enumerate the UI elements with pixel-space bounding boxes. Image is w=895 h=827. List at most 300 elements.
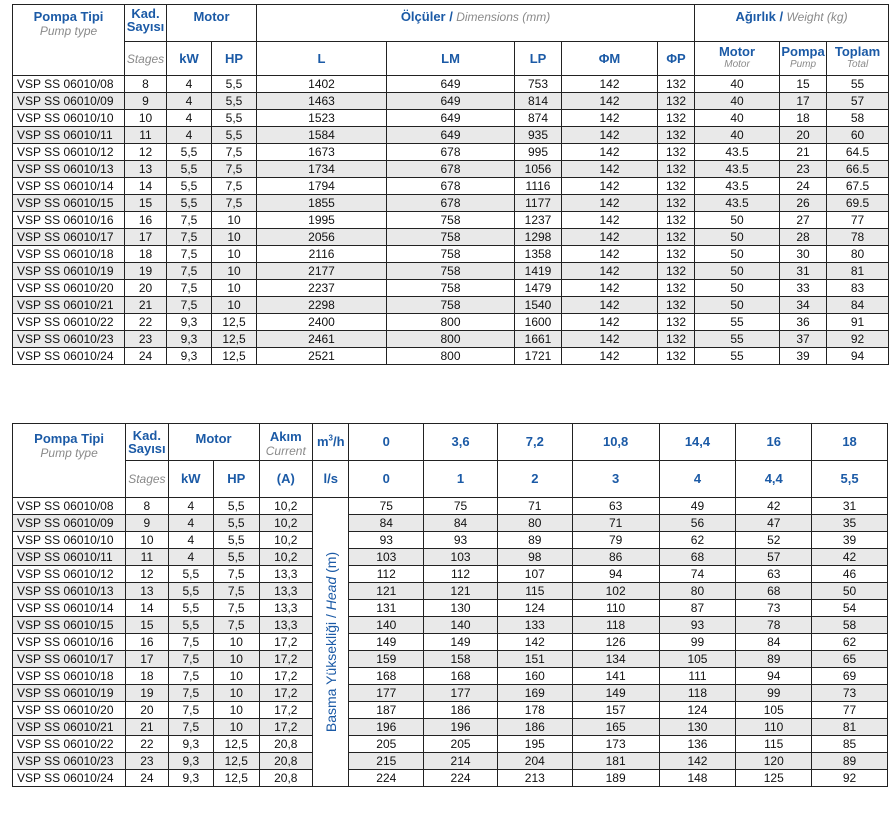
current-en: Current — [265, 444, 306, 458]
head-5-cell: 105 — [736, 702, 812, 719]
model-cell: VSP SS 06010/17 — [13, 651, 126, 668]
current-header — [259, 424, 313, 461]
head-6-cell: 62 — [812, 634, 888, 651]
table-row — [13, 668, 888, 685]
lm-cell: 800 — [387, 331, 515, 348]
l-cell: 2237 — [257, 280, 387, 297]
weight-header — [695, 5, 889, 42]
head-2-cell: 169 — [497, 685, 572, 702]
kw-cell: 9,3 — [168, 736, 213, 753]
l-cell: 1584 — [257, 127, 387, 144]
model-cell: VSP SS 06010/23 — [13, 753, 126, 770]
stages-cell: 15 — [126, 617, 168, 634]
kw-cell: 5,5 — [168, 583, 213, 600]
kw-cell: 4 — [168, 549, 213, 566]
stages-cell: 15 — [125, 195, 167, 212]
model-cell: VSP SS 06010/16 — [13, 212, 125, 229]
l-cell: 2400 — [257, 314, 387, 331]
current-cell: 10,2 — [259, 532, 313, 549]
kw-cell: 9,3 — [167, 331, 212, 348]
kw-cell: 4 — [167, 110, 212, 127]
stages-cell: 10 — [126, 532, 168, 549]
table-row — [13, 110, 889, 127]
table-row — [13, 532, 888, 549]
hp-header — [212, 42, 257, 76]
model-cell: VSP SS 06010/17 — [13, 229, 125, 246]
lp-cell: 1661 — [515, 331, 562, 348]
stages-en-header-2 — [126, 461, 168, 498]
phip-cell: 132 — [658, 195, 695, 212]
total-weight-cell: 57 — [827, 93, 889, 110]
motor-weight-cell: 43.5 — [695, 144, 780, 161]
head-0-cell: 131 — [349, 600, 424, 617]
table-row — [13, 549, 888, 566]
current-cell: 17,2 — [259, 685, 313, 702]
motor-header — [167, 5, 257, 42]
lp-label: LP — [529, 50, 547, 66]
kw-cell: 7,5 — [168, 685, 213, 702]
head-2-cell: 151 — [497, 651, 572, 668]
head-1-cell: 149 — [424, 634, 498, 651]
model-cell: VSP SS 06010/15 — [13, 195, 125, 212]
table-row — [13, 297, 889, 314]
phip-cell: 132 — [658, 178, 695, 195]
kw-cell: 9,3 — [167, 348, 212, 365]
lp-cell: 1479 — [515, 280, 562, 297]
kw-cell: 5,5 — [167, 195, 212, 212]
total-weight-cell: 77 — [827, 212, 889, 229]
head-3-cell: 86 — [572, 549, 659, 566]
motor-weight-cell: 55 — [695, 331, 780, 348]
phim-label: ΦM — [598, 50, 621, 66]
phip-cell: 132 — [658, 246, 695, 263]
hp-cell: 5,5 — [212, 110, 257, 127]
phip-cell: 132 — [658, 263, 695, 280]
kw-cell: 5,5 — [168, 600, 213, 617]
motor-weight-cell: 50 — [695, 246, 780, 263]
total-weight-cell: 78 — [827, 229, 889, 246]
kw-cell: 7,5 — [168, 719, 213, 736]
hp-cell: 12,5 — [212, 314, 257, 331]
lp-cell: 814 — [515, 93, 562, 110]
head-4-cell: 62 — [659, 532, 736, 549]
lm-cell: 758 — [387, 229, 515, 246]
head-1-cell: 177 — [424, 685, 498, 702]
table-row — [13, 719, 888, 736]
head-1-cell: 103 — [424, 549, 498, 566]
lp-cell: 1721 — [515, 348, 562, 365]
head-1-cell: 186 — [424, 702, 498, 719]
head-4-cell: 99 — [659, 634, 736, 651]
stages-cell: 9 — [125, 93, 167, 110]
hp-cell: 7,5 — [212, 178, 257, 195]
weight-en: Weight (kg) — [786, 10, 848, 24]
pump-weight-cell: 23 — [780, 161, 827, 178]
head-5-cell: 125 — [736, 770, 812, 787]
head-3-cell: 189 — [572, 770, 659, 787]
kw-cell: 9,3 — [168, 753, 213, 770]
head-label — [324, 552, 338, 732]
head-5-cell: 99 — [736, 685, 812, 702]
head-1-cell: 112 — [424, 566, 498, 583]
kw-cell: 4 — [167, 76, 212, 93]
phip-cell: 132 — [658, 144, 695, 161]
pump-type-en-2: Pump type — [40, 446, 98, 460]
flow-m3h-5: 16 — [736, 424, 812, 461]
head-4-cell: 49 — [659, 498, 736, 515]
pump-weight-tr: Pompa — [781, 44, 825, 59]
total-weight-en: Total — [846, 59, 869, 70]
hp-label-2: HP — [227, 471, 246, 486]
model-cell: VSP SS 06010/11 — [13, 127, 125, 144]
total-weight-cell: 64.5 — [827, 144, 889, 161]
performance-table-body — [13, 498, 888, 787]
table-row — [13, 246, 889, 263]
head-6-cell: 92 — [812, 770, 888, 787]
table-row — [13, 515, 888, 532]
hp-cell: 7,5 — [214, 617, 259, 634]
hp-cell: 5,5 — [214, 549, 259, 566]
pump-type-tr-2: Pompa Tipi — [34, 431, 104, 446]
l-cell: 2521 — [257, 348, 387, 365]
hp-cell: 10 — [212, 263, 257, 280]
head-6-cell: 42 — [812, 549, 888, 566]
flow-m3h-0: 0 — [349, 424, 424, 461]
lp-cell: 1116 — [515, 178, 562, 195]
hp-cell: 7,5 — [212, 195, 257, 212]
pump-weight-cell: 37 — [780, 331, 827, 348]
lp-cell: 874 — [515, 110, 562, 127]
head-6-cell: 46 — [812, 566, 888, 583]
current-unit-header — [259, 461, 313, 498]
head-5-cell: 78 — [736, 617, 812, 634]
l-cell: 1995 — [257, 212, 387, 229]
phip-cell: 132 — [658, 280, 695, 297]
kw-cell: 5,5 — [167, 144, 212, 161]
phip-header — [658, 42, 695, 76]
head-3-cell: 165 — [572, 719, 659, 736]
phim-cell: 142 — [562, 144, 658, 161]
model-cell: VSP SS 06010/24 — [13, 770, 126, 787]
total-weight-cell: 67.5 — [827, 178, 889, 195]
current-cell: 20,8 — [259, 753, 313, 770]
head-2-cell: 71 — [497, 498, 572, 515]
stages-cell: 9 — [126, 515, 168, 532]
head-label-tr: Basma Yüksekliği / — [322, 614, 339, 733]
current-cell: 10,2 — [259, 549, 313, 566]
pump-weight-en: Pump — [789, 59, 817, 70]
phim-cell: 142 — [562, 212, 658, 229]
head-5-cell: 47 — [736, 515, 812, 532]
kw-cell: 5,5 — [167, 178, 212, 195]
l-cell: 1734 — [257, 161, 387, 178]
model-cell: VSP SS 06010/14 — [13, 600, 126, 617]
table-row — [13, 331, 889, 348]
head-6-cell: 89 — [812, 753, 888, 770]
kw-cell: 7,5 — [167, 263, 212, 280]
motor-label: Motor — [193, 9, 230, 24]
phip-cell: 132 — [658, 212, 695, 229]
hp-cell: 5,5 — [214, 498, 259, 515]
head-2-cell: 115 — [497, 583, 572, 600]
head-4-cell: 124 — [659, 702, 736, 719]
head-0-cell: 103 — [349, 549, 424, 566]
model-cell: VSP SS 06010/08 — [13, 498, 126, 515]
head-3-cell: 118 — [572, 617, 659, 634]
stages-cell: 13 — [126, 583, 168, 600]
pump-weight-cell: 15 — [780, 76, 827, 93]
kw-label-2: kW — [181, 471, 201, 486]
model-cell: VSP SS 06010/08 — [13, 76, 125, 93]
flow-m3h-4: 14,4 — [659, 424, 736, 461]
lm-cell: 649 — [387, 127, 515, 144]
stages-cell: 16 — [126, 634, 168, 651]
lm-cell: 758 — [387, 246, 515, 263]
model-cell: VSP SS 06010/18 — [13, 668, 126, 685]
stages-cell: 17 — [125, 229, 167, 246]
stages-cell: 8 — [125, 76, 167, 93]
head-2-cell: 160 — [497, 668, 572, 685]
phip-cell: 132 — [658, 331, 695, 348]
total-weight-cell: 91 — [827, 314, 889, 331]
head-2-cell: 89 — [497, 532, 572, 549]
head-5-cell: 73 — [736, 600, 812, 617]
head-6-cell: 77 — [812, 702, 888, 719]
kw-cell: 4 — [168, 532, 213, 549]
table-row — [13, 634, 888, 651]
kw-cell: 9,3 — [168, 770, 213, 787]
motor-weight-tr: Motor — [718, 44, 756, 59]
l-cell: 2116 — [257, 246, 387, 263]
lm-cell: 678 — [387, 144, 515, 161]
current-cell: 20,8 — [259, 736, 313, 753]
head-6-cell: 54 — [812, 600, 888, 617]
hp-header-2 — [214, 461, 259, 498]
hp-cell: 5,5 — [212, 127, 257, 144]
pump-type-en: Pump type — [39, 24, 98, 38]
current-unit: (A) — [276, 471, 295, 486]
hp-cell: 5,5 — [214, 532, 259, 549]
stages-cell: 21 — [125, 297, 167, 314]
stages-header-2 — [126, 424, 168, 461]
l-cell: 1402 — [257, 76, 387, 93]
stages-cell: 14 — [126, 600, 168, 617]
hp-cell: 10 — [212, 212, 257, 229]
l-cell: 2298 — [257, 297, 387, 314]
phip-cell: 132 — [658, 127, 695, 144]
head-0-cell: 149 — [349, 634, 424, 651]
table-row — [13, 212, 889, 229]
lm-cell: 800 — [387, 314, 515, 331]
motor-weight-cell: 50 — [695, 297, 780, 314]
dimensions-table-body — [13, 76, 889, 365]
table-row — [13, 76, 889, 93]
phip-cell: 132 — [658, 229, 695, 246]
table-row — [13, 314, 889, 331]
table-row — [13, 161, 889, 178]
total-weight-header — [827, 42, 889, 76]
motor-weight-cell: 55 — [695, 348, 780, 365]
dimensions-en: Dimensions (mm) — [456, 10, 551, 24]
head-3-cell: 79 — [572, 532, 659, 549]
flow-m3h-base: m — [316, 434, 329, 449]
head-5-cell: 68 — [736, 583, 812, 600]
kw-cell: 9,3 — [167, 314, 212, 331]
flow-m3h-1: 3,6 — [424, 424, 498, 461]
model-cell: VSP SS 06010/22 — [13, 736, 126, 753]
lp-cell: 1237 — [515, 212, 562, 229]
pump-weight-cell: 17 — [780, 93, 827, 110]
phim-cell: 142 — [562, 110, 658, 127]
head-3-cell: 149 — [572, 685, 659, 702]
head-4-cell: 93 — [659, 617, 736, 634]
stages-cell: 24 — [126, 770, 168, 787]
table-row — [13, 736, 888, 753]
head-0-cell: 93 — [349, 532, 424, 549]
total-weight-tr: Toplam — [834, 44, 881, 59]
head-3-cell: 134 — [572, 651, 659, 668]
head-6-cell: 50 — [812, 583, 888, 600]
head-6-cell: 58 — [812, 617, 888, 634]
motor-weight-cell: 40 — [695, 127, 780, 144]
pump-weight-cell: 39 — [780, 348, 827, 365]
dimensions-header — [257, 5, 695, 42]
table-row — [13, 263, 889, 280]
lp-cell: 935 — [515, 127, 562, 144]
hp-cell: 7,5 — [214, 583, 259, 600]
head-1-cell: 84 — [424, 515, 498, 532]
total-weight-cell: 58 — [827, 110, 889, 127]
kw-cell: 4 — [167, 93, 212, 110]
total-weight-cell: 66.5 — [827, 161, 889, 178]
hp-cell: 5,5 — [212, 76, 257, 93]
lp-cell: 1358 — [515, 246, 562, 263]
model-cell: VSP SS 06010/21 — [13, 297, 125, 314]
stages-cell: 20 — [126, 702, 168, 719]
total-weight-cell: 69.5 — [827, 195, 889, 212]
lm-header — [387, 42, 515, 76]
head-5-cell: 110 — [736, 719, 812, 736]
head-0-cell: 177 — [349, 685, 424, 702]
total-weight-cell: 84 — [827, 297, 889, 314]
current-cell: 13,3 — [259, 583, 313, 600]
phip-cell: 132 — [658, 76, 695, 93]
pump-weight-cell: 27 — [780, 212, 827, 229]
stages-cell: 24 — [125, 348, 167, 365]
kw-cell: 7,5 — [167, 246, 212, 263]
current-cell: 13,3 — [259, 600, 313, 617]
lp-cell: 1298 — [515, 229, 562, 246]
head-4-cell: 74 — [659, 566, 736, 583]
pump-weight-cell: 31 — [780, 263, 827, 280]
head-4-cell: 130 — [659, 719, 736, 736]
weight-tr: Ağırlık / — [735, 9, 784, 24]
flow-ls-4: 4 — [659, 461, 736, 498]
stages-cell: 23 — [126, 753, 168, 770]
model-cell: VSP SS 06010/13 — [13, 583, 126, 600]
table-row — [13, 753, 888, 770]
phip-label: ΦP — [666, 50, 686, 66]
motor-weight-cell: 40 — [695, 110, 780, 127]
head-3-cell: 102 — [572, 583, 659, 600]
pump-weight-cell: 20 — [780, 127, 827, 144]
head-2-cell: 133 — [497, 617, 572, 634]
phim-cell: 142 — [562, 93, 658, 110]
head-1-cell: 168 — [424, 668, 498, 685]
head-3-cell: 173 — [572, 736, 659, 753]
hp-cell: 12,5 — [212, 348, 257, 365]
hp-cell: 10 — [214, 651, 259, 668]
flow-m3h-sup: 3 — [328, 433, 333, 443]
table-row — [13, 770, 888, 787]
hp-cell: 5,5 — [214, 515, 259, 532]
phip-cell: 132 — [658, 93, 695, 110]
model-cell: VSP SS 06010/11 — [13, 549, 126, 566]
table-row — [13, 229, 889, 246]
head-4-cell: 118 — [659, 685, 736, 702]
head-5-cell: 115 — [736, 736, 812, 753]
phip-cell: 132 — [658, 161, 695, 178]
kw-cell: 7,5 — [167, 229, 212, 246]
pump-weight-cell: 36 — [780, 314, 827, 331]
hp-cell: 10 — [214, 702, 259, 719]
head-0-cell: 205 — [349, 736, 424, 753]
lp-cell: 1056 — [515, 161, 562, 178]
pump-type-header — [13, 5, 125, 76]
stages-cell: 16 — [125, 212, 167, 229]
hp-cell: 10 — [214, 634, 259, 651]
motor-weight-cell: 43.5 — [695, 178, 780, 195]
motor-header-2 — [168, 424, 259, 461]
stages-en-header — [125, 42, 167, 76]
phim-cell: 142 — [562, 127, 658, 144]
model-cell: VSP SS 06010/19 — [13, 685, 126, 702]
kw-cell: 5,5 — [167, 161, 212, 178]
lm-cell: 649 — [387, 110, 515, 127]
dimensions-tr: Ölçüler / — [400, 9, 453, 24]
current-cell: 10,2 — [259, 515, 313, 532]
head-5-cell: 94 — [736, 668, 812, 685]
kw-cell: 7,5 — [167, 212, 212, 229]
pump-weight-cell: 21 — [780, 144, 827, 161]
phim-cell: 142 — [562, 348, 658, 365]
flow-m3h-6: 18 — [812, 424, 888, 461]
head-4-cell: 105 — [659, 651, 736, 668]
head-0-cell: 187 — [349, 702, 424, 719]
table-row — [13, 93, 889, 110]
model-cell: VSP SS 06010/21 — [13, 719, 126, 736]
model-cell: VSP SS 06010/14 — [13, 178, 125, 195]
pump-type-tr: Pompa Tipi — [33, 9, 104, 24]
table-row — [13, 617, 888, 634]
total-weight-cell: 83 — [827, 280, 889, 297]
head-label-cell — [313, 498, 349, 787]
flow-ls-6: 5,5 — [812, 461, 888, 498]
stages-cell: 17 — [126, 651, 168, 668]
flow-ls-1: 1 — [424, 461, 498, 498]
head-0-cell: 224 — [349, 770, 424, 787]
flow-ls-5: 4,4 — [736, 461, 812, 498]
head-1-cell: 196 — [424, 719, 498, 736]
lm-cell: 678 — [387, 161, 515, 178]
phim-cell: 142 — [562, 314, 658, 331]
l-cell: 1794 — [257, 178, 387, 195]
model-cell: VSP SS 06010/20 — [13, 280, 125, 297]
model-cell: VSP SS 06010/23 — [13, 331, 125, 348]
head-5-cell: 120 — [736, 753, 812, 770]
head-1-cell: 158 — [424, 651, 498, 668]
model-cell: VSP SS 06010/16 — [13, 634, 126, 651]
